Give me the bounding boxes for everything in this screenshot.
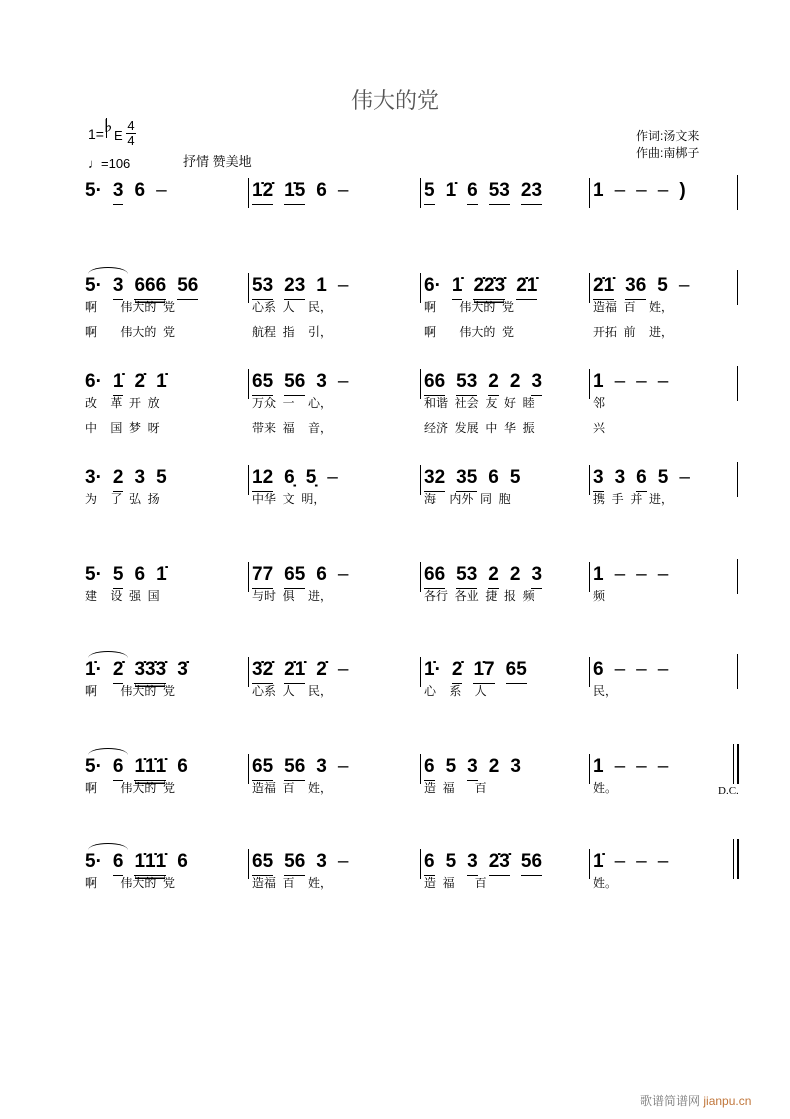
lyric-verse-1: 啊 伟大的 党: [85, 876, 176, 890]
note: 2: [113, 467, 124, 492]
note: 2: [488, 371, 499, 396]
note: 53: [489, 180, 510, 205]
barline: [248, 657, 249, 687]
note: 2̇: [134, 371, 146, 392]
note: 66: [424, 371, 445, 396]
note: 6: [424, 851, 435, 876]
slur: [88, 651, 128, 658]
staff-row: [0, 467, 790, 557]
note: 3: [316, 851, 327, 872]
dash-extension: –: [337, 275, 349, 296]
note: 3·: [85, 467, 102, 488]
end-barline: [737, 270, 738, 305]
barline: [248, 178, 249, 208]
note: 2̇: [316, 659, 327, 680]
dc-mark: D.C.: [718, 785, 739, 797]
note: 6: [488, 467, 499, 488]
lyric-verse-1: 与时 俱 进，: [252, 589, 333, 603]
time-bottom: 4: [127, 133, 135, 148]
dash-extension: –: [657, 659, 669, 680]
barline: [248, 562, 249, 592]
note: 3: [134, 467, 146, 488]
slur: [88, 748, 128, 755]
barline: [589, 178, 590, 208]
key-note: E: [114, 128, 123, 143]
note-group: [85, 564, 178, 589]
dash-extension: –: [614, 564, 626, 585]
lyricist-credit: 作词:汤文来: [636, 129, 700, 143]
note: 5: [156, 467, 167, 488]
note: 5: [113, 564, 124, 589]
note: 6: [636, 467, 647, 492]
barline: [589, 562, 590, 592]
note-group: [85, 180, 178, 205]
note: 6: [467, 180, 478, 205]
barline: [589, 849, 590, 879]
note: 2̇: [113, 659, 124, 684]
lyric-verse-1: 各行 各业 捷 报 频: [424, 589, 535, 603]
note: 3: [467, 756, 478, 781]
dash-extension: –: [679, 467, 690, 488]
note: 23: [521, 180, 542, 205]
note: 6: [593, 659, 604, 680]
note: 6: [177, 851, 188, 872]
note: 2: [509, 564, 521, 585]
flat-sign: ♭: [104, 116, 113, 136]
note-group: [424, 659, 538, 684]
note-group: [593, 371, 679, 395]
note-group: [424, 467, 531, 492]
dash-extension: –: [636, 564, 647, 585]
note: 666: [134, 275, 166, 300]
note-group: [252, 467, 349, 492]
lyric-verse-2: 中 国 梦 呀: [85, 421, 160, 435]
lyric-verse-1: 改 革 开 放: [85, 396, 160, 410]
note: 1̇: [113, 371, 124, 396]
staff-row: [0, 659, 790, 749]
barline: [420, 465, 421, 495]
lyric-verse-2: 带来 福 音，: [252, 421, 333, 435]
note: 6·: [424, 275, 441, 296]
note: 2: [509, 371, 521, 392]
lyric-verse-1: 和谐 社会 友 好 睦: [424, 396, 535, 410]
note: 3: [531, 564, 542, 589]
barline: [589, 273, 590, 303]
note: 5·: [85, 180, 102, 201]
note-group: [424, 371, 553, 396]
barline: [589, 465, 590, 495]
note: 56: [284, 756, 305, 781]
note: 3̇2̇: [252, 659, 273, 684]
lyric-verse-1: 邻: [593, 396, 606, 410]
dash-extension: –: [636, 371, 647, 392]
note-group: [252, 851, 359, 876]
note: 1̇·: [424, 659, 441, 680]
dash-extension: –: [337, 564, 349, 585]
note: 6: [316, 564, 327, 585]
note: 6: [113, 851, 124, 876]
note: 1: [316, 275, 327, 296]
song-title: 伟大的党: [350, 88, 439, 113]
tempo-mark: ♩=106: [88, 156, 131, 171]
note: 56: [177, 275, 198, 300]
note: 23: [284, 275, 305, 300]
note: 5: [445, 851, 457, 872]
note: 2̇2̇3̇: [473, 275, 505, 300]
note: 6: [134, 180, 146, 201]
note: 77: [252, 564, 273, 589]
note: 3: [467, 851, 478, 876]
lyric-verse-1: 造 福 百: [424, 781, 487, 795]
barline: [248, 754, 249, 784]
lyric-verse-1: 建 设 强 国: [85, 589, 160, 603]
note-group: [252, 371, 359, 396]
note-group: [85, 851, 199, 876]
note: 5·: [85, 756, 102, 777]
dash-extension: –: [614, 180, 626, 201]
lyric-verse-1: 姓。: [593, 781, 618, 795]
note: 3̇: [177, 659, 188, 680]
note-group: [424, 564, 553, 589]
barline: [248, 273, 249, 303]
dash-extension: –: [337, 371, 349, 392]
final-thin-barline: [733, 839, 734, 879]
lyric-verse-1: 万众 一 心，: [252, 396, 333, 410]
final-thick-barline: [737, 744, 739, 784]
note: 2̇: [452, 659, 463, 684]
end-barline: [737, 366, 738, 401]
lyric-verse-1: 啊 伟大的 党: [85, 684, 176, 698]
dash-extension: –: [337, 659, 349, 680]
lyric-verse-1: 造福 百 姓，: [593, 300, 674, 314]
note: 5·: [85, 564, 102, 585]
barline: [420, 273, 421, 303]
note: 3: [316, 371, 327, 392]
note-group: [252, 275, 359, 300]
final-thick-barline: [737, 839, 739, 879]
dash-extension: –: [614, 659, 626, 680]
lyric-verse-2: 航程 指 引，: [252, 325, 333, 339]
note: 53: [456, 564, 477, 589]
note: 2̇1̇: [593, 275, 614, 300]
note: 3: [531, 371, 542, 396]
barline: [420, 178, 421, 208]
note: 53: [252, 275, 273, 300]
staff-row: [0, 851, 790, 941]
dash-extension: –: [678, 275, 690, 296]
lyric-verse-2: 啊 伟大的 党: [85, 325, 176, 339]
note: 1̇1̇1̇: [134, 756, 166, 781]
note: 12: [252, 467, 273, 492]
note: 2̇3̇: [489, 851, 510, 876]
note: 6: [134, 564, 146, 585]
note: 65: [284, 564, 305, 589]
lyric-verse-1: 民，: [593, 684, 618, 698]
note: 5·: [85, 851, 102, 872]
note: 3: [316, 756, 327, 777]
dash-extension: –: [614, 371, 626, 392]
note: 65: [252, 371, 273, 396]
end-barline: [737, 559, 738, 594]
note: 65: [252, 756, 273, 781]
note: 1: [593, 371, 604, 392]
dash-extension: –: [657, 851, 669, 872]
watermark-en: jianpu.cn: [703, 1094, 752, 1108]
note: 1̇1̇1̇: [134, 851, 166, 876]
note: 6: [316, 180, 327, 201]
barline: [248, 465, 249, 495]
note-group: [593, 756, 679, 780]
end-barline: [737, 462, 738, 497]
note: 5: [424, 180, 435, 205]
note-group: [424, 851, 553, 876]
lyric-verse-1: 啊 伟大的 党: [85, 781, 176, 795]
staff-row: [0, 756, 790, 846]
staff-row: [0, 564, 790, 654]
note-group: [85, 275, 209, 300]
barline: [420, 849, 421, 879]
lyric-verse-1: 啊 伟大的 党: [85, 300, 176, 314]
note: 3: [113, 180, 124, 205]
dash-extension: –: [636, 180, 647, 201]
slur: [88, 267, 128, 274]
lyric-verse-2: 啊 伟大的 党: [424, 325, 515, 339]
note: 35: [456, 467, 477, 492]
note: 2: [488, 564, 499, 589]
barline: [248, 369, 249, 399]
note: 6: [177, 756, 188, 777]
barline: [589, 369, 590, 399]
note: 3̇3̇3̇: [134, 659, 166, 684]
note: 5: [445, 756, 457, 777]
lyric-verse-1: 心系 人 民，: [252, 684, 333, 698]
note-group: [593, 659, 679, 683]
dash-extension: –: [636, 851, 647, 872]
note: 2̇1̇: [516, 275, 537, 300]
note-group: [424, 275, 548, 300]
note: 65: [506, 659, 527, 684]
note: 1̇: [156, 564, 167, 585]
note-group: [252, 180, 359, 205]
barline: [420, 369, 421, 399]
note-group: [252, 659, 359, 684]
slur: [88, 843, 128, 850]
staff-row: [0, 371, 790, 461]
watermark-cn: 歌谱简谱网: [640, 1094, 701, 1108]
final-thin-barline: [733, 744, 734, 784]
note: 5: [657, 275, 668, 296]
lyric-verse-1: 中华 文 明，: [252, 492, 326, 506]
note: 1: [593, 564, 604, 585]
note-group: [85, 371, 178, 396]
note: 56: [284, 851, 305, 876]
dash-extension: –: [337, 851, 349, 872]
note: 3: [113, 275, 124, 300]
lyric-verse-1: 海 内外 同 胞: [424, 492, 511, 506]
note: 1̇: [593, 851, 604, 872]
lyric-verse-1: 心系 人 民，: [252, 300, 333, 314]
note-group: [85, 756, 199, 781]
note: 56: [521, 851, 542, 876]
note: ): [679, 180, 686, 201]
lyric-verse-1: 造福 百 姓，: [252, 876, 333, 890]
note-group: [424, 756, 532, 781]
note: 2: [488, 756, 500, 777]
barline: [420, 562, 421, 592]
note-group: [593, 275, 700, 300]
lyric-verse-1: 心 系 人: [424, 684, 487, 698]
expression-mark: 抒情 赞美地: [183, 154, 252, 169]
dash-extension: –: [337, 756, 349, 777]
note: 1̇2̇: [252, 180, 273, 205]
barline: [420, 657, 421, 687]
dash-extension: –: [156, 180, 167, 201]
dash-extension: –: [636, 659, 647, 680]
note-group: [424, 180, 553, 205]
dash-extension: –: [337, 180, 349, 201]
watermark: [640, 1092, 751, 1109]
time-signature: [126, 119, 136, 148]
note: 3: [510, 756, 521, 777]
note: 3: [614, 467, 626, 488]
note-group: [85, 467, 178, 492]
lyric-verse-2: 开拓 前 进，: [593, 325, 674, 339]
note: 32: [424, 467, 445, 492]
note: 53: [456, 371, 477, 396]
lyric-verse-1: 携 手 并 进，: [593, 492, 674, 506]
dash-extension: –: [636, 756, 647, 777]
note: 1̇: [445, 180, 457, 201]
lyric-verse-2: 兴: [593, 421, 606, 435]
staff-row: [0, 180, 790, 270]
note: 1: [593, 756, 604, 777]
note: 1̇: [452, 275, 463, 300]
note-group: [85, 659, 199, 684]
barline: [248, 849, 249, 879]
note: 5: [509, 467, 521, 488]
lyric-verse-1: 造 福 百: [424, 876, 487, 890]
note: 6: [424, 756, 435, 781]
lyric-verse-1: 造福 百 姓，: [252, 781, 333, 795]
end-barline: [737, 175, 738, 210]
barline: [420, 754, 421, 784]
note: 6: [113, 756, 124, 781]
note: 1̇7: [473, 659, 494, 684]
lyric-verse-2: 经济 发展 中 华 振: [424, 421, 535, 435]
composer-credit: 作曲:南梆子: [636, 146, 700, 160]
dash-extension: –: [657, 756, 669, 777]
note: 1: [593, 180, 604, 201]
end-barline: [737, 654, 738, 689]
note-group: [252, 564, 359, 589]
note: 2̇1̇: [284, 659, 305, 684]
note: 3: [593, 467, 604, 492]
note: 56: [284, 371, 305, 396]
dash-extension: –: [657, 371, 669, 392]
time-top: 4: [127, 118, 135, 133]
dash-extension: –: [327, 467, 338, 488]
note: 36: [625, 275, 646, 300]
note: 65: [252, 851, 273, 876]
note-group: [593, 180, 697, 204]
note: 1̇·: [85, 659, 102, 680]
barline: [589, 754, 590, 784]
note: 1̇: [156, 371, 167, 392]
note-group: [593, 467, 701, 492]
key-prefix: 1=: [88, 126, 104, 142]
note-group: [593, 851, 679, 875]
note: 1̇5: [284, 180, 305, 205]
lyric-verse-1: 为 了 弘 扬: [85, 492, 160, 506]
note-group: [593, 564, 679, 588]
note: 6̣: [284, 467, 295, 488]
lyric-verse-1: 啊 伟大的 党: [424, 300, 515, 314]
dash-extension: –: [614, 756, 626, 777]
note: 66: [424, 564, 445, 589]
dash-extension: –: [657, 180, 669, 201]
lyric-verse-1: 频: [593, 589, 606, 603]
note: 6·: [85, 371, 102, 392]
lyric-verse-1: 姓。: [593, 876, 618, 890]
note: 5·: [85, 275, 102, 296]
barline: [589, 657, 590, 687]
dash-extension: –: [657, 564, 669, 585]
note: 5: [657, 467, 669, 488]
dash-extension: –: [614, 851, 626, 872]
note-group: [252, 756, 359, 781]
staff-row: [0, 275, 790, 365]
note: 5̣: [305, 467, 317, 488]
